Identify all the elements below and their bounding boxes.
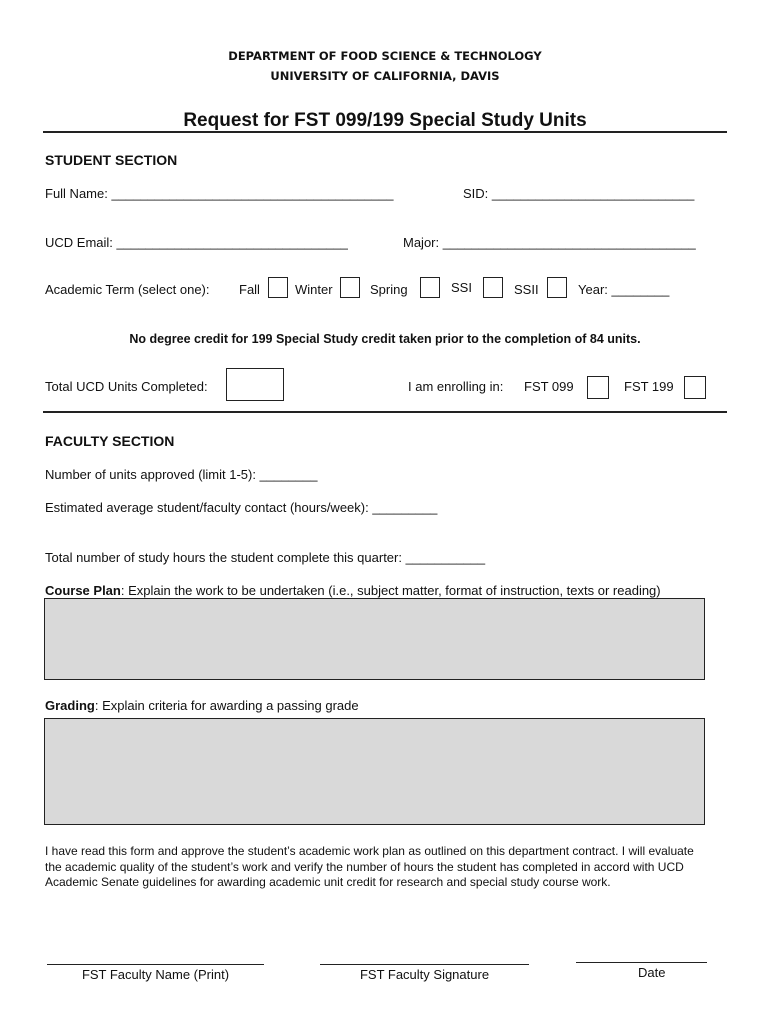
grading-label [45, 698, 359, 713]
course-plan-heading: Course Plan [45, 583, 121, 598]
term-label: Academic Term (select one): [45, 282, 210, 297]
fst099-label: FST 099 [524, 379, 574, 394]
fst099-checkbox[interactable] [587, 376, 609, 399]
course-plan-label [45, 583, 661, 598]
grading-textbox[interactable] [44, 718, 705, 825]
term-spring-label: Spring [370, 282, 408, 297]
faculty-signature-label: FST Faculty Signature [359, 967, 490, 982]
enrolling-label: I am enrolling in: [408, 379, 504, 394]
course-plan-instructions: : Explain the work to be undertaken (i.e., subject matter, format of instruction, texts or reading) [120, 583, 661, 598]
term-fall-checkbox[interactable] [268, 277, 288, 298]
date-label: Date [638, 965, 666, 980]
units-completed-input[interactable] [226, 368, 284, 401]
form-title: Request for FST 099/199 Special Study Units [183, 110, 587, 131]
term-winter-checkbox[interactable] [340, 277, 360, 298]
signature-line[interactable] [320, 964, 529, 965]
email-field[interactable]: UCD Email: ________________________________ [45, 235, 348, 250]
section-rule [43, 411, 727, 413]
date-line[interactable] [576, 962, 707, 963]
name-signature-line[interactable] [47, 964, 264, 965]
contact-hours-field[interactable]: Estimated average student/faculty contact (hours/week): _________ [45, 500, 438, 515]
units-completed-label: Total UCD Units Completed: [45, 379, 208, 394]
major-field[interactable]: Major: ___________________________________ [403, 235, 696, 250]
units-approved-field[interactable]: Number of units approved (limit 1-5): ________ [45, 467, 318, 482]
student-section-title: STUDENT SECTION [45, 152, 178, 168]
grading-heading: Grading [45, 698, 95, 713]
term-fall-label: Fall [239, 282, 260, 297]
sid-field[interactable]: SID: ____________________________ [463, 186, 695, 201]
grading-instructions: : Explain criteria for awarding a passing grade [94, 698, 359, 713]
faculty-section-title: FACULTY SECTION [45, 433, 175, 449]
year-field[interactable]: Year: ________ [578, 282, 670, 297]
fst199-label: FST 199 [624, 379, 674, 394]
term-ssi-checkbox[interactable] [483, 277, 503, 298]
department-name: DEPARTMENT OF FOOD SCIENCE & TECHNOLOGY [228, 49, 542, 63]
study-hours-field[interactable]: Total number of study hours the student complete this quarter: ___________ [45, 550, 486, 565]
term-ssii-label: SSII [514, 282, 539, 297]
term-spring-checkbox[interactable] [420, 277, 440, 298]
title-rule [43, 131, 727, 133]
approval-statement: I have read this form and approve the student’s academic work plan as outlined on this department contract. I will evaluate the academic quality of the student’s work and verify the number of hours the student has completed in accord with UCD Academic Senate guidelines for awarding academic unit credit for research and special study course work. [45, 844, 694, 889]
term-winter-label: Winter [295, 282, 333, 297]
fst199-checkbox[interactable] [684, 376, 706, 399]
term-ssii-checkbox[interactable] [547, 277, 567, 298]
university-name: UNIVERSITY OF CALIFORNIA, DAVIS [270, 69, 500, 83]
degree-credit-notice: No degree credit for 199 Special Study credit taken prior to the completion of 84 units. [129, 332, 641, 346]
course-plan-textbox[interactable] [44, 598, 705, 680]
faculty-name-label: FST Faculty Name (Print) [81, 967, 230, 982]
term-ssi-label: SSI [451, 280, 472, 295]
full-name-field[interactable]: Full Name: _______________________________________ [45, 186, 394, 201]
